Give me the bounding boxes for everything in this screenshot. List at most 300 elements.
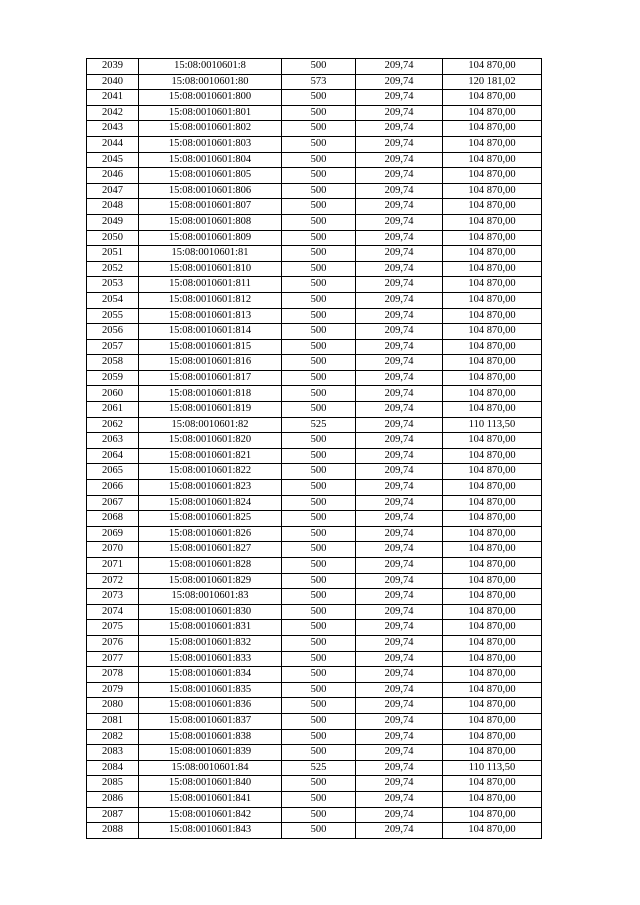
amount-cell: 104 870,00 (443, 823, 542, 839)
table-row (87, 308, 542, 324)
table-row (87, 651, 542, 667)
table-row (87, 480, 542, 496)
rate-cell: 209,74 (356, 480, 443, 496)
table-row (87, 261, 542, 277)
rate-cell: 209,74 (356, 760, 443, 776)
amount-cell: 104 870,00 (443, 807, 542, 823)
cadastral-number-cell: 15:08:0010601:817 (139, 370, 282, 386)
area-cell: 500 (282, 480, 356, 496)
row-number-cell: 2056 (87, 324, 139, 340)
rate-cell: 209,74 (356, 526, 443, 542)
row-number-cell: 2047 (87, 183, 139, 199)
rate-cell: 209,74 (356, 448, 443, 464)
cadastral-number-cell: 15:08:0010601:812 (139, 292, 282, 308)
area-cell: 500 (282, 776, 356, 792)
row-number-cell: 2070 (87, 542, 139, 558)
amount-cell: 104 870,00 (443, 214, 542, 230)
rate-cell: 209,74 (356, 464, 443, 480)
cadastral-number-cell: 15:08:0010601:824 (139, 495, 282, 511)
row-number-cell: 2051 (87, 246, 139, 262)
area-cell: 500 (282, 246, 356, 262)
rate-cell: 209,74 (356, 495, 443, 511)
row-number-cell: 2052 (87, 261, 139, 277)
table-row (87, 417, 542, 433)
area-cell: 500 (282, 355, 356, 371)
table-row (87, 448, 542, 464)
area-cell: 500 (282, 729, 356, 745)
row-number-cell: 2088 (87, 823, 139, 839)
rate-cell: 209,74 (356, 433, 443, 449)
row-number-cell: 2079 (87, 682, 139, 698)
cadastral-number-cell: 15:08:0010601:809 (139, 230, 282, 246)
area-cell: 500 (282, 402, 356, 418)
area-cell: 500 (282, 261, 356, 277)
amount-cell: 104 870,00 (443, 558, 542, 574)
table-row (87, 464, 542, 480)
amount-cell: 104 870,00 (443, 136, 542, 152)
area-cell: 500 (282, 542, 356, 558)
amount-cell: 104 870,00 (443, 308, 542, 324)
amount-cell: 104 870,00 (443, 745, 542, 761)
rate-cell: 209,74 (356, 511, 443, 527)
area-cell: 500 (282, 558, 356, 574)
amount-cell: 110 113,50 (443, 760, 542, 776)
table-row (87, 807, 542, 823)
cadastral-number-cell: 15:08:0010601:8 (139, 59, 282, 75)
table-row (87, 152, 542, 168)
amount-cell: 104 870,00 (443, 261, 542, 277)
cadastral-number-cell: 15:08:0010601:803 (139, 136, 282, 152)
row-number-cell: 2045 (87, 152, 139, 168)
area-cell: 500 (282, 59, 356, 75)
area-cell: 500 (282, 308, 356, 324)
rate-cell: 209,74 (356, 745, 443, 761)
amount-cell: 104 870,00 (443, 152, 542, 168)
rate-cell: 209,74 (356, 74, 443, 90)
rate-cell: 209,74 (356, 183, 443, 199)
row-number-cell: 2085 (87, 776, 139, 792)
rate-cell: 209,74 (356, 698, 443, 714)
area-cell: 525 (282, 417, 356, 433)
amount-cell: 104 870,00 (443, 230, 542, 246)
area-cell: 500 (282, 495, 356, 511)
table-row (87, 168, 542, 184)
table-row (87, 729, 542, 745)
table-row (87, 667, 542, 683)
amount-cell: 104 870,00 (443, 277, 542, 293)
table-row (87, 698, 542, 714)
rate-cell: 209,74 (356, 589, 443, 605)
row-number-cell: 2087 (87, 807, 139, 823)
row-number-cell: 2077 (87, 651, 139, 667)
table-row (87, 230, 542, 246)
table-row (87, 823, 542, 839)
table-row (87, 246, 542, 262)
table-row (87, 620, 542, 636)
row-number-cell: 2062 (87, 417, 139, 433)
cadastral-number-cell: 15:08:0010601:810 (139, 261, 282, 277)
amount-cell: 104 870,00 (443, 324, 542, 340)
row-number-cell: 2076 (87, 635, 139, 651)
cadastral-number-cell: 15:08:0010601:836 (139, 698, 282, 714)
table-row (87, 511, 542, 527)
row-number-cell: 2075 (87, 620, 139, 636)
cadastral-number-cell: 15:08:0010601:82 (139, 417, 282, 433)
row-number-cell: 2041 (87, 90, 139, 106)
amount-cell: 104 870,00 (443, 183, 542, 199)
rate-cell: 209,74 (356, 713, 443, 729)
amount-cell: 120 181,02 (443, 74, 542, 90)
row-number-cell: 2083 (87, 745, 139, 761)
parcel-table (86, 58, 542, 839)
area-cell: 500 (282, 651, 356, 667)
row-number-cell: 2046 (87, 168, 139, 184)
table-row (87, 105, 542, 121)
area-cell: 500 (282, 90, 356, 106)
cadastral-number-cell: 15:08:0010601:837 (139, 713, 282, 729)
rate-cell: 209,74 (356, 386, 443, 402)
cadastral-number-cell: 15:08:0010601:835 (139, 682, 282, 698)
table-row (87, 433, 542, 449)
area-cell: 525 (282, 760, 356, 776)
table-row (87, 339, 542, 355)
cadastral-number-cell: 15:08:0010601:806 (139, 183, 282, 199)
amount-cell: 104 870,00 (443, 90, 542, 106)
rate-cell: 209,74 (356, 573, 443, 589)
amount-cell: 104 870,00 (443, 105, 542, 121)
table-row (87, 495, 542, 511)
cadastral-number-cell: 15:08:0010601:830 (139, 604, 282, 620)
table-row (87, 214, 542, 230)
cadastral-number-cell: 15:08:0010601:819 (139, 402, 282, 418)
amount-cell: 104 870,00 (443, 776, 542, 792)
rate-cell: 209,74 (356, 339, 443, 355)
amount-cell: 104 870,00 (443, 464, 542, 480)
area-cell: 500 (282, 823, 356, 839)
amount-cell: 104 870,00 (443, 292, 542, 308)
amount-cell: 104 870,00 (443, 604, 542, 620)
cadastral-number-cell: 15:08:0010601:807 (139, 199, 282, 215)
table-row (87, 791, 542, 807)
area-cell: 500 (282, 324, 356, 340)
cadastral-number-cell: 15:08:0010601:827 (139, 542, 282, 558)
rate-cell: 209,74 (356, 261, 443, 277)
row-number-cell: 2065 (87, 464, 139, 480)
row-number-cell: 2058 (87, 355, 139, 371)
table-row (87, 776, 542, 792)
amount-cell: 104 870,00 (443, 168, 542, 184)
cadastral-number-cell: 15:08:0010601:840 (139, 776, 282, 792)
table-row (87, 386, 542, 402)
amount-cell: 104 870,00 (443, 635, 542, 651)
area-cell: 500 (282, 511, 356, 527)
row-number-cell: 2069 (87, 526, 139, 542)
table-row (87, 589, 542, 605)
row-number-cell: 2068 (87, 511, 139, 527)
row-number-cell: 2067 (87, 495, 139, 511)
area-cell: 500 (282, 620, 356, 636)
row-number-cell: 2078 (87, 667, 139, 683)
area-cell: 500 (282, 199, 356, 215)
rate-cell: 209,74 (356, 136, 443, 152)
cadastral-number-cell: 15:08:0010601:833 (139, 651, 282, 667)
table-row (87, 542, 542, 558)
cadastral-number-cell: 15:08:0010601:839 (139, 745, 282, 761)
row-number-cell: 2055 (87, 308, 139, 324)
area-cell: 500 (282, 168, 356, 184)
amount-cell: 104 870,00 (443, 402, 542, 418)
row-number-cell: 2066 (87, 480, 139, 496)
row-number-cell: 2048 (87, 199, 139, 215)
row-number-cell: 2084 (87, 760, 139, 776)
cadastral-number-cell: 15:08:0010601:832 (139, 635, 282, 651)
area-cell: 500 (282, 339, 356, 355)
cadastral-number-cell: 15:08:0010601:813 (139, 308, 282, 324)
area-cell: 500 (282, 214, 356, 230)
row-number-cell: 2054 (87, 292, 139, 308)
table-row (87, 713, 542, 729)
row-number-cell: 2042 (87, 105, 139, 121)
area-cell: 500 (282, 635, 356, 651)
amount-cell: 104 870,00 (443, 620, 542, 636)
row-number-cell: 2057 (87, 339, 139, 355)
cadastral-number-cell: 15:08:0010601:838 (139, 729, 282, 745)
table-row (87, 292, 542, 308)
amount-cell: 104 870,00 (443, 448, 542, 464)
area-cell: 500 (282, 152, 356, 168)
row-number-cell: 2040 (87, 74, 139, 90)
table-row (87, 199, 542, 215)
table-row (87, 90, 542, 106)
area-cell: 500 (282, 386, 356, 402)
cadastral-number-cell: 15:08:0010601:80 (139, 74, 282, 90)
amount-cell: 104 870,00 (443, 651, 542, 667)
cadastral-number-cell: 15:08:0010601:84 (139, 760, 282, 776)
amount-cell: 104 870,00 (443, 495, 542, 511)
cadastral-number-cell: 15:08:0010601:822 (139, 464, 282, 480)
row-number-cell: 2044 (87, 136, 139, 152)
cadastral-number-cell: 15:08:0010601:814 (139, 324, 282, 340)
cadastral-number-cell: 15:08:0010601:820 (139, 433, 282, 449)
cadastral-number-cell: 15:08:0010601:843 (139, 823, 282, 839)
table-row (87, 760, 542, 776)
cadastral-number-cell: 15:08:0010601:818 (139, 386, 282, 402)
area-cell: 500 (282, 667, 356, 683)
cadastral-number-cell: 15:08:0010601:821 (139, 448, 282, 464)
rate-cell: 209,74 (356, 729, 443, 745)
table-row (87, 74, 542, 90)
row-number-cell: 2060 (87, 386, 139, 402)
rate-cell: 209,74 (356, 199, 443, 215)
rate-cell: 209,74 (356, 370, 443, 386)
amount-cell: 104 870,00 (443, 589, 542, 605)
row-number-cell: 2039 (87, 59, 139, 75)
rate-cell: 209,74 (356, 152, 443, 168)
amount-cell: 104 870,00 (443, 59, 542, 75)
rate-cell: 209,74 (356, 59, 443, 75)
area-cell: 500 (282, 807, 356, 823)
row-number-cell: 2050 (87, 230, 139, 246)
rate-cell: 209,74 (356, 791, 443, 807)
area-cell: 500 (282, 682, 356, 698)
amount-cell: 104 870,00 (443, 246, 542, 262)
area-cell: 500 (282, 791, 356, 807)
area-cell: 500 (282, 277, 356, 293)
amount-cell: 104 870,00 (443, 573, 542, 589)
rate-cell: 209,74 (356, 90, 443, 106)
row-number-cell: 2064 (87, 448, 139, 464)
rate-cell: 209,74 (356, 308, 443, 324)
amount-cell: 104 870,00 (443, 791, 542, 807)
rate-cell: 209,74 (356, 558, 443, 574)
rate-cell: 209,74 (356, 417, 443, 433)
rate-cell: 209,74 (356, 214, 443, 230)
amount-cell: 104 870,00 (443, 698, 542, 714)
cadastral-number-cell: 15:08:0010601:826 (139, 526, 282, 542)
table-row (87, 183, 542, 199)
rate-cell: 209,74 (356, 635, 443, 651)
row-number-cell: 2063 (87, 433, 139, 449)
table-row (87, 277, 542, 293)
row-number-cell: 2080 (87, 698, 139, 714)
table-row (87, 604, 542, 620)
cadastral-number-cell: 15:08:0010601:81 (139, 246, 282, 262)
cadastral-number-cell: 15:08:0010601:816 (139, 355, 282, 371)
cadastral-number-cell: 15:08:0010601:829 (139, 573, 282, 589)
amount-cell: 104 870,00 (443, 542, 542, 558)
amount-cell: 104 870,00 (443, 526, 542, 542)
area-cell: 500 (282, 745, 356, 761)
row-number-cell: 2074 (87, 604, 139, 620)
table-row (87, 745, 542, 761)
rate-cell: 209,74 (356, 776, 443, 792)
cadastral-number-cell: 15:08:0010601:811 (139, 277, 282, 293)
amount-cell: 110 113,50 (443, 417, 542, 433)
row-number-cell: 2043 (87, 121, 139, 137)
amount-cell: 104 870,00 (443, 511, 542, 527)
row-number-cell: 2082 (87, 729, 139, 745)
table-row (87, 136, 542, 152)
table-row (87, 121, 542, 137)
table-row (87, 558, 542, 574)
area-cell: 500 (282, 433, 356, 449)
cadastral-number-cell: 15:08:0010601:825 (139, 511, 282, 527)
amount-cell: 104 870,00 (443, 433, 542, 449)
table-row (87, 682, 542, 698)
area-cell: 500 (282, 698, 356, 714)
cadastral-number-cell: 15:08:0010601:834 (139, 667, 282, 683)
area-cell: 500 (282, 121, 356, 137)
row-number-cell: 2081 (87, 713, 139, 729)
cadastral-number-cell: 15:08:0010601:805 (139, 168, 282, 184)
rate-cell: 209,74 (356, 604, 443, 620)
area-cell: 500 (282, 526, 356, 542)
table-row (87, 324, 542, 340)
rate-cell: 209,74 (356, 402, 443, 418)
rate-cell: 209,74 (356, 355, 443, 371)
area-cell: 500 (282, 573, 356, 589)
cadastral-number-cell: 15:08:0010601:828 (139, 558, 282, 574)
area-cell: 500 (282, 370, 356, 386)
cadastral-number-cell: 15:08:0010601:83 (139, 589, 282, 605)
amount-cell: 104 870,00 (443, 480, 542, 496)
row-number-cell: 2059 (87, 370, 139, 386)
cadastral-number-cell: 15:08:0010601:831 (139, 620, 282, 636)
cadastral-number-cell: 15:08:0010601:800 (139, 90, 282, 106)
table-row (87, 635, 542, 651)
amount-cell: 104 870,00 (443, 713, 542, 729)
amount-cell: 104 870,00 (443, 339, 542, 355)
rate-cell: 209,74 (356, 230, 443, 246)
area-cell: 500 (282, 464, 356, 480)
area-cell: 500 (282, 713, 356, 729)
rate-cell: 209,74 (356, 277, 443, 293)
table-row (87, 573, 542, 589)
area-cell: 500 (282, 136, 356, 152)
amount-cell: 104 870,00 (443, 682, 542, 698)
cadastral-number-cell: 15:08:0010601:842 (139, 807, 282, 823)
area-cell: 500 (282, 604, 356, 620)
row-number-cell: 2072 (87, 573, 139, 589)
rate-cell: 209,74 (356, 651, 443, 667)
row-number-cell: 2053 (87, 277, 139, 293)
amount-cell: 104 870,00 (443, 355, 542, 371)
rate-cell: 209,74 (356, 620, 443, 636)
table-row (87, 402, 542, 418)
row-number-cell: 2073 (87, 589, 139, 605)
area-cell: 500 (282, 292, 356, 308)
rate-cell: 209,74 (356, 168, 443, 184)
area-cell: 500 (282, 230, 356, 246)
rate-cell: 209,74 (356, 292, 443, 308)
amount-cell: 104 870,00 (443, 370, 542, 386)
area-cell: 500 (282, 589, 356, 605)
rate-cell: 209,74 (356, 105, 443, 121)
table-body (87, 59, 542, 839)
rate-cell: 209,74 (356, 121, 443, 137)
cadastral-number-cell: 15:08:0010601:802 (139, 121, 282, 137)
area-cell: 573 (282, 74, 356, 90)
table-row (87, 59, 542, 75)
cadastral-number-cell: 15:08:0010601:808 (139, 214, 282, 230)
amount-cell: 104 870,00 (443, 667, 542, 683)
area-cell: 500 (282, 448, 356, 464)
rate-cell: 209,74 (356, 823, 443, 839)
rate-cell: 209,74 (356, 807, 443, 823)
row-number-cell: 2086 (87, 791, 139, 807)
table-row (87, 355, 542, 371)
area-cell: 500 (282, 183, 356, 199)
amount-cell: 104 870,00 (443, 199, 542, 215)
cadastral-number-cell: 15:08:0010601:841 (139, 791, 282, 807)
cadastral-number-cell: 15:08:0010601:815 (139, 339, 282, 355)
area-cell: 500 (282, 105, 356, 121)
cadastral-number-cell: 15:08:0010601:804 (139, 152, 282, 168)
row-number-cell: 2061 (87, 402, 139, 418)
amount-cell: 104 870,00 (443, 121, 542, 137)
table-row (87, 526, 542, 542)
table-row (87, 370, 542, 386)
rate-cell: 209,74 (356, 542, 443, 558)
row-number-cell: 2071 (87, 558, 139, 574)
row-number-cell: 2049 (87, 214, 139, 230)
cadastral-number-cell: 15:08:0010601:823 (139, 480, 282, 496)
rate-cell: 209,74 (356, 667, 443, 683)
rate-cell: 209,74 (356, 246, 443, 262)
rate-cell: 209,74 (356, 682, 443, 698)
cadastral-number-cell: 15:08:0010601:801 (139, 105, 282, 121)
amount-cell: 104 870,00 (443, 729, 542, 745)
